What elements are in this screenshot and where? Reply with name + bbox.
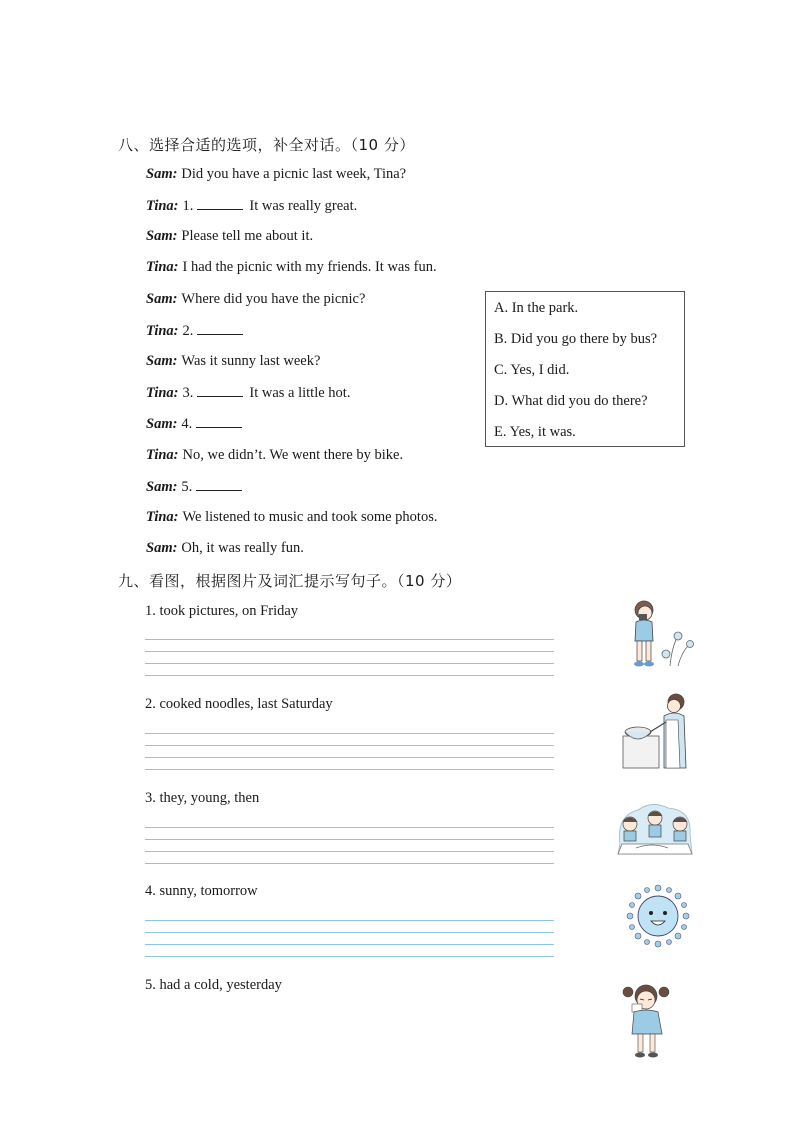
- prompt-5: 5. had a cold, yesterday: [145, 977, 282, 993]
- dialogue-line-13: Sam: Oh, it was really fun.: [146, 540, 304, 556]
- kids-in-photo-image: [612, 798, 698, 858]
- option-b: B. Did you go there by bus?: [494, 331, 658, 347]
- dialogue-line-5: Sam: Where did you have the picnic?: [146, 291, 366, 307]
- answer-blank-4[interactable]: [196, 415, 242, 428]
- dialogue-line-7: Sam: Was it sunny last week?: [146, 353, 321, 369]
- answer-blank-3[interactable]: [197, 384, 243, 397]
- prompt-4: 4. sunny, tomorrow: [145, 883, 258, 899]
- prompt-2: 2. cooked noodles, last Saturday: [145, 696, 333, 712]
- woman-cooking-image: [620, 688, 690, 770]
- camera-icon: [639, 614, 647, 620]
- dialogue-line-10: Tina: No, we didn’t. We went there by bike.: [146, 447, 404, 463]
- dialogue-line-2: Tina: 1. It was really great.: [146, 198, 358, 214]
- answer-blank-2[interactable]: [197, 322, 243, 335]
- section-8-heading: 八、选择合适的选项，补全对话。（10 分）: [118, 136, 415, 154]
- prompt-1: 1. took pictures, on Friday: [145, 603, 299, 619]
- prompt-3: 3. they, young, then: [145, 790, 260, 806]
- girl-taking-photo-image: [622, 596, 696, 672]
- dialogue-line-6: Tina: 2.: [146, 322, 249, 340]
- sun-icon: [626, 884, 690, 948]
- dialogue-line-9: Sam: 4.: [146, 415, 248, 433]
- option-c: C. Yes, I did.: [494, 362, 570, 378]
- option-a: A. In the park.: [494, 300, 579, 316]
- dialogue-line-4: Tina: I had the picnic with my friends. It was fun.: [146, 259, 437, 275]
- options-box: [485, 291, 685, 447]
- dialogue-line-1: Sam: Did you have a picnic last week, Tina?: [146, 166, 407, 182]
- option-e: E. Yes, it was.: [494, 424, 576, 440]
- section-9-heading: 九、看图，根据图片及词汇提示写句子。（10 分）: [118, 572, 462, 590]
- dialogue-line-3: Sam: Please tell me about it.: [146, 228, 314, 244]
- dialogue-line-8: Tina: 3. It was a little hot.: [146, 385, 351, 401]
- answer-blank-5[interactable]: [196, 478, 242, 491]
- answer-blank-1[interactable]: [197, 197, 243, 210]
- dialogue-line-12: Tina: We listened to music and took some photos.: [146, 509, 438, 525]
- girl-sneezing-image: [620, 980, 676, 1060]
- option-d: D. What did you do there?: [494, 393, 648, 409]
- dialogue-line-11: Sam: 5.: [146, 478, 248, 496]
